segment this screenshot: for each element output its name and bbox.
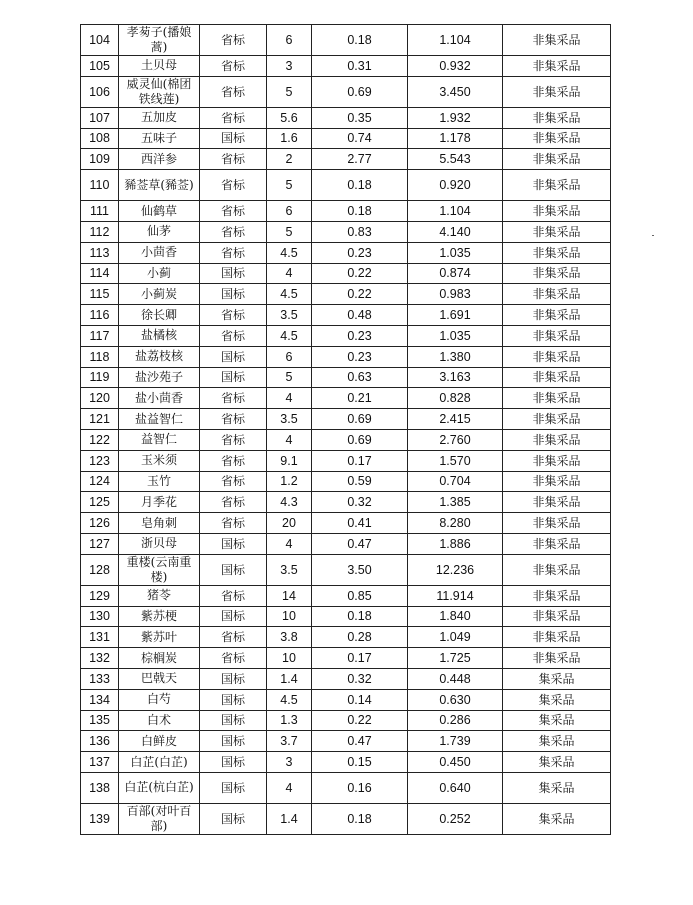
cell-unit-price: 0.15 [312, 752, 408, 773]
cell-standard: 国标 [200, 346, 267, 367]
cell-standard: 国标 [200, 128, 267, 149]
cell-herb-name: 盐沙苑子 [119, 367, 200, 388]
cell-amount: 0.286 [408, 710, 503, 731]
cell-quantity: 4.5 [267, 242, 312, 263]
cell-category: 非集采品 [503, 585, 611, 606]
cell-category: 非集采品 [503, 325, 611, 346]
cell-unit-price: 0.18 [312, 803, 408, 834]
cell-category: 非集采品 [503, 606, 611, 627]
cell-herb-name: 仙茅 [119, 221, 200, 242]
cell-unit-price: 0.59 [312, 471, 408, 492]
cell-herb-name: 盐小茴香 [119, 388, 200, 409]
table-row [81, 325, 611, 346]
table-row [81, 471, 611, 492]
cell-quantity: 5.6 [267, 107, 312, 128]
cell-herb-name: 百部(对叶百部) [119, 803, 200, 834]
cell-quantity: 4 [267, 388, 312, 409]
cell-herb-name: 小蓟 [119, 263, 200, 284]
cell-herb-name: 紫苏叶 [119, 627, 200, 648]
cell-category: 非集采品 [503, 471, 611, 492]
cell-standard: 省标 [200, 429, 267, 450]
cell-number: 116 [81, 305, 119, 326]
cell-unit-price: 0.85 [312, 585, 408, 606]
cell-category: 非集采品 [503, 128, 611, 149]
table-row [81, 128, 611, 149]
cell-number: 109 [81, 149, 119, 170]
cell-unit-price: 3.50 [312, 554, 408, 585]
table-row [81, 263, 611, 284]
cell-number: 137 [81, 752, 119, 773]
cell-category: 非集采品 [503, 513, 611, 534]
table-row [81, 731, 611, 752]
cell-herb-name: 益智仁 [119, 429, 200, 450]
cell-standard: 国标 [200, 689, 267, 710]
table-row [81, 772, 611, 803]
cell-herb-name: 豨莶草(豨莶) [119, 170, 200, 201]
cell-quantity: 14 [267, 585, 312, 606]
cell-amount: 0.704 [408, 471, 503, 492]
cell-number: 133 [81, 668, 119, 689]
cell-amount: 1.380 [408, 346, 503, 367]
cell-category: 非集采品 [503, 627, 611, 648]
cell-standard: 国标 [200, 731, 267, 752]
cell-standard: 省标 [200, 513, 267, 534]
cell-amount: 0.920 [408, 170, 503, 201]
cell-herb-name: 小茴香 [119, 242, 200, 263]
cell-quantity: 4.5 [267, 325, 312, 346]
cell-quantity: 3.7 [267, 731, 312, 752]
cell-amount: 0.252 [408, 803, 503, 834]
cell-unit-price: 0.48 [312, 305, 408, 326]
cell-unit-price: 0.23 [312, 346, 408, 367]
cell-amount: 1.035 [408, 242, 503, 263]
cell-standard: 国标 [200, 533, 267, 554]
cell-unit-price: 0.23 [312, 325, 408, 346]
cell-unit-price: 0.83 [312, 221, 408, 242]
table-row [81, 201, 611, 222]
cell-number: 123 [81, 450, 119, 471]
cell-standard: 国标 [200, 752, 267, 773]
cell-herb-name: 白鲜皮 [119, 731, 200, 752]
cell-category: 非集采品 [503, 388, 611, 409]
cell-number: 115 [81, 284, 119, 305]
cell-category: 非集采品 [503, 170, 611, 201]
table-row [81, 606, 611, 627]
cell-category: 集采品 [503, 689, 611, 710]
cell-standard: 国标 [200, 803, 267, 834]
cell-amount: 0.640 [408, 772, 503, 803]
cell-unit-price: 0.28 [312, 627, 408, 648]
cell-quantity: 3.8 [267, 627, 312, 648]
cell-herb-name: 威灵仙(棉团铁线莲) [119, 76, 200, 107]
cell-unit-price: 0.23 [312, 242, 408, 263]
cell-quantity: 4.3 [267, 492, 312, 513]
table-row [81, 149, 611, 170]
cell-number: 111 [81, 201, 119, 222]
cell-standard: 国标 [200, 710, 267, 731]
cell-herb-name: 仙鹤草 [119, 201, 200, 222]
cell-quantity: 3 [267, 56, 312, 77]
cell-herb-name: 孝茐子(播娘蒿) [119, 25, 200, 56]
cell-herb-name: 月季花 [119, 492, 200, 513]
table-row [81, 346, 611, 367]
cell-number: 117 [81, 325, 119, 346]
cell-herb-name: 五味子 [119, 128, 200, 149]
cell-number: 105 [81, 56, 119, 77]
cell-number: 104 [81, 25, 119, 56]
cell-herb-name: 盐橘核 [119, 325, 200, 346]
cell-unit-price: 0.32 [312, 492, 408, 513]
cell-amount: 0.874 [408, 263, 503, 284]
table-row [81, 107, 611, 128]
table-row [81, 25, 611, 56]
cell-number: 128 [81, 554, 119, 585]
cell-herb-name: 盐益智仁 [119, 409, 200, 430]
cell-unit-price: 0.35 [312, 107, 408, 128]
cell-amount: 2.415 [408, 409, 503, 430]
cell-amount: 0.448 [408, 668, 503, 689]
cell-category: 非集采品 [503, 149, 611, 170]
cell-standard: 省标 [200, 409, 267, 430]
cell-standard: 省标 [200, 221, 267, 242]
cell-standard: 省标 [200, 56, 267, 77]
cell-category: 非集采品 [503, 367, 611, 388]
cell-amount: 1.049 [408, 627, 503, 648]
cell-category: 非集采品 [503, 263, 611, 284]
cell-herb-name: 小蓟炭 [119, 284, 200, 305]
cell-herb-name: 白芷(白芷) [119, 752, 200, 773]
cell-unit-price: 2.77 [312, 149, 408, 170]
cell-amount: 3.163 [408, 367, 503, 388]
cell-herb-name: 白术 [119, 710, 200, 731]
cell-number: 108 [81, 128, 119, 149]
cell-quantity: 6 [267, 25, 312, 56]
cell-category: 非集采品 [503, 107, 611, 128]
cell-number: 138 [81, 772, 119, 803]
cell-category: 非集采品 [503, 429, 611, 450]
cell-amount: 1.739 [408, 731, 503, 752]
cell-herb-name: 猪苓 [119, 585, 200, 606]
cell-quantity: 4 [267, 772, 312, 803]
cell-standard: 省标 [200, 388, 267, 409]
cell-quantity: 2 [267, 149, 312, 170]
cell-standard: 省标 [200, 648, 267, 669]
cell-quantity: 1.4 [267, 803, 312, 834]
cell-category: 集采品 [503, 710, 611, 731]
cell-standard: 国标 [200, 554, 267, 585]
cell-category: 非集采品 [503, 201, 611, 222]
cell-quantity: 9.1 [267, 450, 312, 471]
cell-standard: 省标 [200, 585, 267, 606]
cell-number: 121 [81, 409, 119, 430]
table-row [81, 170, 611, 201]
cell-number: 129 [81, 585, 119, 606]
table-row [81, 585, 611, 606]
cell-standard: 省标 [200, 492, 267, 513]
table-row [81, 668, 611, 689]
cell-standard: 国标 [200, 772, 267, 803]
cell-number: 119 [81, 367, 119, 388]
cell-standard: 国标 [200, 367, 267, 388]
cell-standard: 国标 [200, 284, 267, 305]
cell-quantity: 5 [267, 170, 312, 201]
cell-unit-price: 0.69 [312, 409, 408, 430]
cell-unit-price: 0.14 [312, 689, 408, 710]
cell-category: 非集采品 [503, 533, 611, 554]
cell-number: 107 [81, 107, 119, 128]
cell-amount: 0.630 [408, 689, 503, 710]
cell-quantity: 10 [267, 606, 312, 627]
cell-herb-name: 土贝母 [119, 56, 200, 77]
cell-amount: 12.236 [408, 554, 503, 585]
cell-herb-name: 皂角刺 [119, 513, 200, 534]
table-row [81, 388, 611, 409]
cell-amount: 0.932 [408, 56, 503, 77]
cell-number: 114 [81, 263, 119, 284]
cell-amount: 1.385 [408, 492, 503, 513]
cell-amount: 5.543 [408, 149, 503, 170]
cell-unit-price: 0.21 [312, 388, 408, 409]
cell-unit-price: 0.69 [312, 76, 408, 107]
cell-quantity: 10 [267, 648, 312, 669]
cell-quantity: 6 [267, 201, 312, 222]
cell-standard: 省标 [200, 201, 267, 222]
cell-herb-name: 巴戟天 [119, 668, 200, 689]
cell-quantity: 4 [267, 429, 312, 450]
cell-amount: 1.104 [408, 25, 503, 56]
scan-speck [652, 235, 654, 236]
cell-quantity: 4.5 [267, 284, 312, 305]
cell-standard: 省标 [200, 450, 267, 471]
cell-standard: 省标 [200, 305, 267, 326]
cell-quantity: 5 [267, 367, 312, 388]
cell-unit-price: 0.18 [312, 201, 408, 222]
cell-quantity: 3.5 [267, 409, 312, 430]
cell-number: 106 [81, 76, 119, 107]
cell-category: 非集采品 [503, 25, 611, 56]
herb-price-table [80, 24, 611, 835]
cell-amount: 2.760 [408, 429, 503, 450]
cell-herb-name: 盐荔枝核 [119, 346, 200, 367]
cell-unit-price: 0.17 [312, 648, 408, 669]
cell-category: 非集采品 [503, 554, 611, 585]
table-row [81, 710, 611, 731]
table-row [81, 450, 611, 471]
cell-unit-price: 0.18 [312, 606, 408, 627]
table-row [81, 429, 611, 450]
cell-amount: 0.450 [408, 752, 503, 773]
cell-unit-price: 0.22 [312, 263, 408, 284]
cell-quantity: 3.5 [267, 305, 312, 326]
cell-number: 113 [81, 242, 119, 263]
cell-number: 139 [81, 803, 119, 834]
cell-quantity: 20 [267, 513, 312, 534]
cell-standard: 省标 [200, 242, 267, 263]
cell-herb-name: 棕榈炭 [119, 648, 200, 669]
cell-quantity: 4.5 [267, 689, 312, 710]
cell-standard: 国标 [200, 263, 267, 284]
cell-number: 125 [81, 492, 119, 513]
cell-category: 集采品 [503, 803, 611, 834]
cell-number: 127 [81, 533, 119, 554]
table-row [81, 305, 611, 326]
cell-number: 124 [81, 471, 119, 492]
cell-number: 132 [81, 648, 119, 669]
table-row [81, 689, 611, 710]
cell-unit-price: 0.47 [312, 731, 408, 752]
cell-unit-price: 0.41 [312, 513, 408, 534]
cell-herb-name: 五加皮 [119, 107, 200, 128]
table-row [81, 221, 611, 242]
table-row [81, 627, 611, 648]
cell-herb-name: 玉米须 [119, 450, 200, 471]
cell-amount: 4.140 [408, 221, 503, 242]
cell-number: 134 [81, 689, 119, 710]
table-body [81, 25, 611, 835]
table-row [81, 752, 611, 773]
cell-standard: 省标 [200, 627, 267, 648]
cell-number: 130 [81, 606, 119, 627]
cell-unit-price: 0.18 [312, 25, 408, 56]
cell-herb-name: 西洋参 [119, 149, 200, 170]
cell-quantity: 5 [267, 221, 312, 242]
cell-amount: 8.280 [408, 513, 503, 534]
cell-category: 非集采品 [503, 56, 611, 77]
cell-unit-price: 0.18 [312, 170, 408, 201]
cell-unit-price: 0.32 [312, 668, 408, 689]
cell-unit-price: 0.47 [312, 533, 408, 554]
table-row [81, 803, 611, 834]
cell-standard: 省标 [200, 25, 267, 56]
cell-amount: 0.828 [408, 388, 503, 409]
table-row [81, 533, 611, 554]
cell-category: 非集采品 [503, 648, 611, 669]
cell-quantity: 1.3 [267, 710, 312, 731]
cell-category: 非集采品 [503, 76, 611, 107]
cell-number: 112 [81, 221, 119, 242]
cell-unit-price: 0.17 [312, 450, 408, 471]
cell-category: 集采品 [503, 752, 611, 773]
cell-unit-price: 0.22 [312, 710, 408, 731]
cell-unit-price: 0.16 [312, 772, 408, 803]
cell-standard: 省标 [200, 325, 267, 346]
cell-amount: 1.725 [408, 648, 503, 669]
cell-herb-name: 徐长卿 [119, 305, 200, 326]
cell-quantity: 1.2 [267, 471, 312, 492]
cell-amount: 1.691 [408, 305, 503, 326]
cell-category: 集采品 [503, 772, 611, 803]
cell-number: 131 [81, 627, 119, 648]
table-row [81, 648, 611, 669]
cell-amount: 1.035 [408, 325, 503, 346]
cell-unit-price: 0.22 [312, 284, 408, 305]
cell-quantity: 4 [267, 263, 312, 284]
cell-herb-name: 玉竹 [119, 471, 200, 492]
cell-amount: 1.104 [408, 201, 503, 222]
table-row [81, 76, 611, 107]
table-row [81, 367, 611, 388]
cell-category: 非集采品 [503, 346, 611, 367]
cell-amount: 1.570 [408, 450, 503, 471]
cell-quantity: 1.4 [267, 668, 312, 689]
cell-category: 非集采品 [503, 492, 611, 513]
table-row [81, 409, 611, 430]
cell-number: 118 [81, 346, 119, 367]
cell-category: 集采品 [503, 668, 611, 689]
cell-number: 122 [81, 429, 119, 450]
cell-amount: 3.450 [408, 76, 503, 107]
cell-herb-name: 浙贝母 [119, 533, 200, 554]
cell-amount: 0.983 [408, 284, 503, 305]
cell-standard: 省标 [200, 149, 267, 170]
cell-category: 非集采品 [503, 284, 611, 305]
cell-herb-name: 白芷(杭白芷) [119, 772, 200, 803]
cell-quantity: 3 [267, 752, 312, 773]
cell-quantity: 5 [267, 76, 312, 107]
cell-standard: 省标 [200, 76, 267, 107]
table-row [81, 492, 611, 513]
cell-quantity: 6 [267, 346, 312, 367]
cell-amount: 1.886 [408, 533, 503, 554]
cell-number: 120 [81, 388, 119, 409]
cell-category: 非集采品 [503, 450, 611, 471]
table-row [81, 242, 611, 263]
cell-standard: 国标 [200, 606, 267, 627]
cell-standard: 省标 [200, 107, 267, 128]
cell-standard: 省标 [200, 471, 267, 492]
cell-category: 非集采品 [503, 409, 611, 430]
cell-amount: 1.932 [408, 107, 503, 128]
cell-category: 非集采品 [503, 242, 611, 263]
table-row [81, 284, 611, 305]
cell-unit-price: 0.69 [312, 429, 408, 450]
cell-unit-price: 0.74 [312, 128, 408, 149]
cell-quantity: 1.6 [267, 128, 312, 149]
table-row [81, 56, 611, 77]
cell-amount: 1.178 [408, 128, 503, 149]
cell-number: 136 [81, 731, 119, 752]
cell-herb-name: 白芍 [119, 689, 200, 710]
cell-standard: 国标 [200, 668, 267, 689]
cell-quantity: 3.5 [267, 554, 312, 585]
table-row [81, 513, 611, 534]
cell-quantity: 4 [267, 533, 312, 554]
cell-number: 110 [81, 170, 119, 201]
cell-amount: 11.914 [408, 585, 503, 606]
cell-category: 集采品 [503, 731, 611, 752]
table-row [81, 554, 611, 585]
cell-unit-price: 0.31 [312, 56, 408, 77]
cell-category: 非集采品 [503, 221, 611, 242]
cell-standard: 省标 [200, 170, 267, 201]
cell-category: 非集采品 [503, 305, 611, 326]
cell-herb-name: 紫苏梗 [119, 606, 200, 627]
cell-number: 126 [81, 513, 119, 534]
cell-herb-name: 重楼(云南重楼) [119, 554, 200, 585]
cell-number: 135 [81, 710, 119, 731]
cell-amount: 1.840 [408, 606, 503, 627]
cell-unit-price: 0.63 [312, 367, 408, 388]
